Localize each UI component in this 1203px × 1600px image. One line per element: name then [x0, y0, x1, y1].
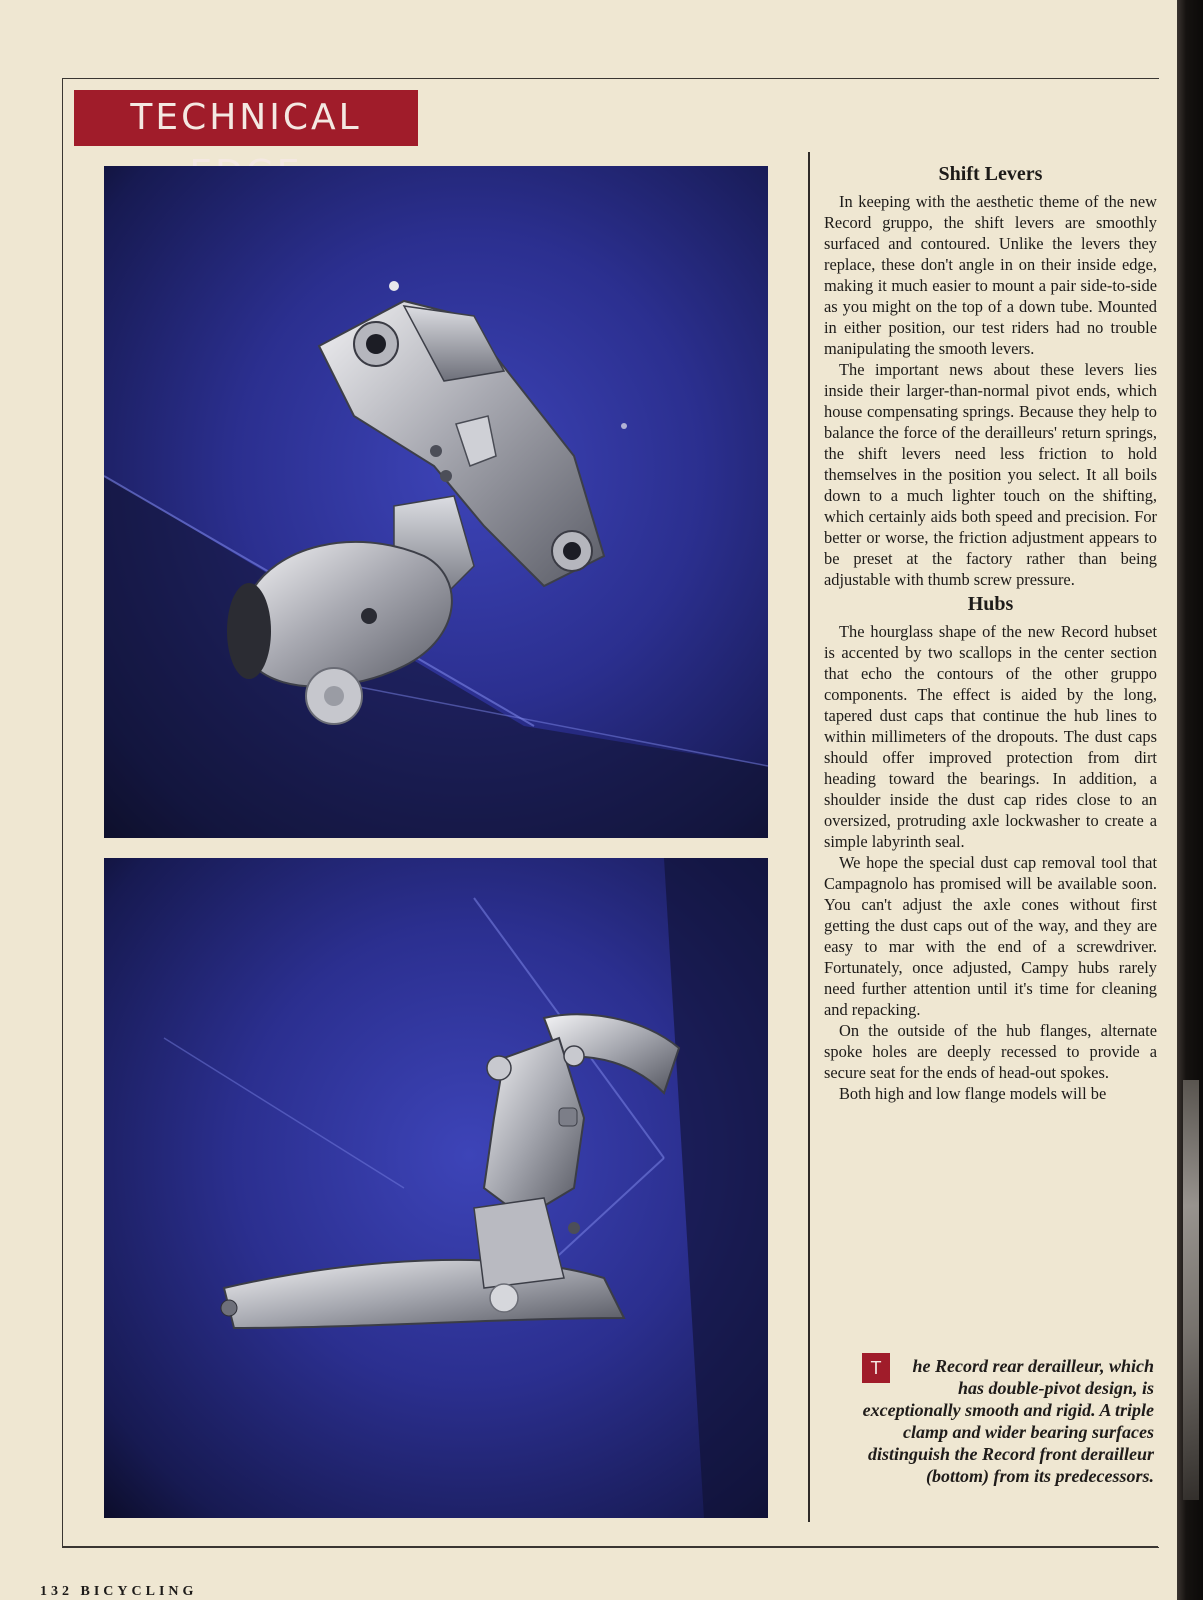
page-folio: 132 BICYCLING: [40, 1584, 198, 1599]
front-derailleur-photo: [104, 858, 768, 1518]
page-edge-strip: [1183, 1080, 1199, 1500]
hubs-paragraph-2: We hope the special dust cap removal tool that Campagnolo has promised will be available soon. You can't adjust the axle cones without first getting the dust caps out of the way, and they are easy to mar with the end of a screwdriver. Fortunately, once adjusted, Campy hubs rarely need further attention until it's time for cleaning and repacking.: [824, 853, 1157, 1019]
hubs-paragraph-3: On the outside of the hub flanges, alternate spoke holes are deeply recessed to provide a secure seat for the ends of head-out spokes.: [824, 1021, 1157, 1082]
hubs-paragraph-1: The hourglass shape of the new Record hubset is accented by two scallops in the center section that echo the contours of the other gruppo components. The effect is aided by the long, tapered dust caps that continue the hub lines to within millimeters of the dropouts. The dust caps should offer improved protection from dirt heading toward the bearings. In addition, a shoulder inside the dust cap rides close to an oversized, protruding axle lockwasher to create a simple labyrinth seal.: [824, 622, 1157, 851]
hubs-heading: Hubs: [967, 593, 1014, 615]
article-text: [824, 164, 1157, 1104]
page-edge-shadow: [1177, 0, 1203, 1600]
rear-derailleur-photo: [104, 166, 768, 838]
shift-levers-paragraph-2: The important news about these levers lies inside their larger-than-normal pivot ends, which house compensating springs. Because they help to balance the force of the derailleurs' return springs, the shift levers need less friction to hold themselves in the position you select. It all boils down to a much lighter touch on the shifting, which certainly aids both speed and precision. For better or worse, the friction adjustment appears to be preset at the factory rather than being adjustable with thumb screw pressure.: [824, 360, 1157, 589]
shift-levers-paragraph-1: In keeping with the aesthetic theme of the new Record gruppo, the shift levers are smoothly surfaced and contoured. Unlike the levers they replace, these don't angle in on their inside edge, making it much easier to mount a pair side-to-side as you might on the top of a down tube. Mounted in either position, our test riders had no trouble manipulating the smooth levers.: [824, 192, 1157, 358]
hubs-paragraph-4: Both high and low flange models will be: [839, 1084, 1107, 1103]
caption-text: he Record rear derailleur, which has double-pivot design, is exceptionally smooth and rigid. A triple clamp and wider bearing surfaces distinguish the Record front derailleur (bottom) from its predecessors.: [862, 1356, 1154, 1486]
front-derailleur-illustration: [104, 858, 768, 1518]
section-label: TECHNICAL: [74, 90, 418, 146]
footer-rule: [62, 1546, 1158, 1548]
photo-caption: [862, 1355, 1154, 1487]
column-rule: [808, 152, 810, 1522]
caption-dropcap: T: [862, 1353, 890, 1383]
shift-levers-heading: Shift Levers: [938, 163, 1043, 185]
rear-derailleur-illustration: [104, 166, 768, 838]
